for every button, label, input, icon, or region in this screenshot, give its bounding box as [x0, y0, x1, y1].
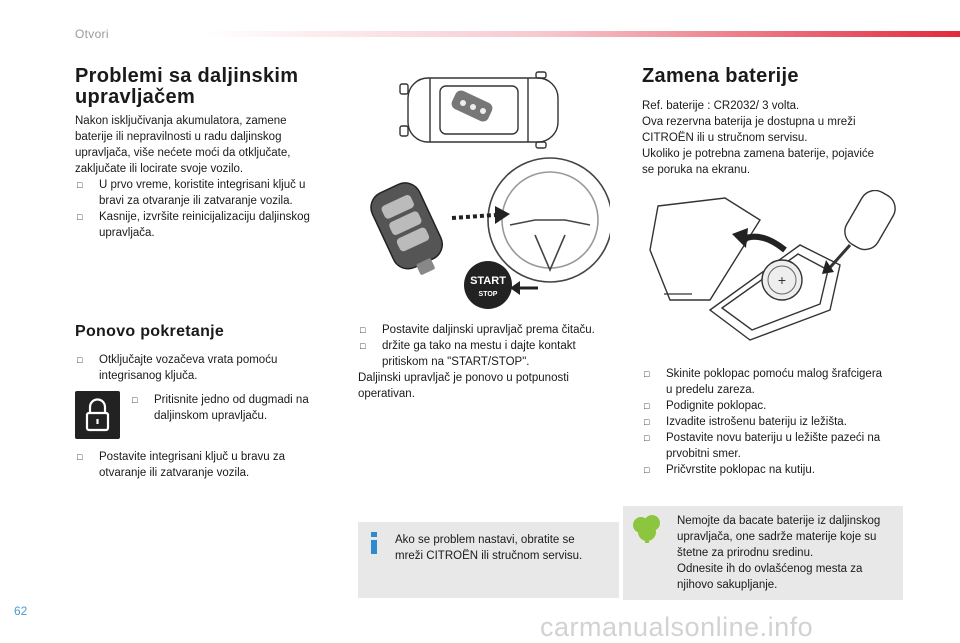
steering-wheel-icon: [488, 158, 610, 282]
press-arrow-icon: [510, 281, 538, 295]
lock-icon: [75, 391, 120, 439]
step-remove-cover: □ Skinite poklopac pomoću malog šrafcigera u predelu zareza.: [642, 366, 912, 398]
info-icon: [369, 532, 379, 554]
bullet-reinit: □ Kasnije, izvršite reinicijalizaciju daljinskog upravljača.: [75, 209, 340, 241]
title-restart: Ponovo pokretanje: [75, 323, 225, 340]
environment-text: Nemojte da bacate baterije iz daljinskog upravljača, one sadrže materije koje su štetne za prirodnu sredinu. Odnesite ih do ovlašćenog mesta za njihovo sakupljanje.: [677, 515, 881, 591]
stop-label: STOP: [478, 291, 498, 298]
remote-reader-illustration: [360, 60, 610, 320]
battery-replacement-illustration: [630, 190, 920, 355]
remote-in-car-icon: [450, 88, 495, 123]
title-line-2: upravljačem: [75, 86, 196, 108]
section-label: Otvori: [75, 27, 109, 41]
title-line-1: Problemi sa daljinskim: [75, 65, 299, 87]
cover-icon: [650, 198, 760, 300]
restart-step-3: □ Postavite integrisani ključ u bravu za otvaranje ili zatvaranje vozila.: [75, 449, 340, 481]
remote-key-icon: [366, 178, 452, 283]
middle-steps: □ Postavite daljinski upravljač prema čitaču. □ držite ga tako na mestu i dajte kontakt pritiskom na "START/STOP". Daljinski upravljač je ponovo u potpunosti operativan.: [358, 322, 623, 402]
step-present-remote: □ Postavite daljinski upravljač prema čitaču.: [358, 322, 623, 338]
restart-step-1: □ Otključajte vozačeva vrata pomoću integrisanog ključa.: [75, 352, 340, 384]
battery-reference-text: Ref. baterije : CR2032/ 3 volta. Ova rezervna baterija je dostupna u mreži CITROËN ili u stručnom servisu. Ukoliko je potrebna zamena baterije, pojaviće se poruka na ekranu.: [642, 100, 875, 176]
start-label: START: [470, 275, 506, 287]
svg-text:+: +: [777, 272, 787, 288]
battery-icon: [762, 260, 802, 300]
step-press-start: □ držite ga tako na mestu i dajte kontakt pritiskom na "START/STOP".: [358, 338, 623, 370]
battery-steps: [642, 366, 912, 478]
step-insert-battery: □ Postavite novu bateriju u ležište pazeći na prvobitni smer.: [642, 430, 912, 462]
leaf-icon: [632, 514, 662, 544]
watermark: carmanualsonline.info: [540, 612, 814, 642]
page-number: 62: [14, 604, 28, 618]
bullet-use-key: □ U prvo vreme, koristite integrisani ključ u bravi za otvaranje ili zatvaranje vozila.: [75, 177, 340, 209]
step-lift-cover: □ Podignite poklopac.: [642, 398, 912, 414]
title-battery-change: Zamena baterije: [642, 65, 799, 87]
step-remove-battery: □ Izvadite istrošenu bateriju iz ležišta.: [642, 414, 912, 430]
screwdriver-icon: [822, 190, 901, 274]
intro-text: Nakon isključivanja akumulatora, zamene baterije ili nepravilnosti u radu daljinskog upravljača, više nećete moći da otključate, zaključate ili locirate svoje vozilo. □ U prvo vreme, koristite integrisani ključ u bravi za otvaranje ili zatvaranje vozila. □ Kasnije, izvršite reinicijalizaciju daljinskog upravljača.: [75, 113, 340, 241]
info-text: Ako se problem nastavi, obratite se mreži CITROËN ili stručnom servisu.: [395, 534, 583, 562]
header-accent-bar: [200, 31, 960, 37]
title-remote-problems: [75, 66, 298, 108]
step-refit-cover: □ Pričvrstite poklopac na kutiju.: [642, 462, 912, 478]
restart-step-2: □ Pritisnite jedno od dugmadi na daljinskom upravljaču.: [130, 392, 340, 424]
